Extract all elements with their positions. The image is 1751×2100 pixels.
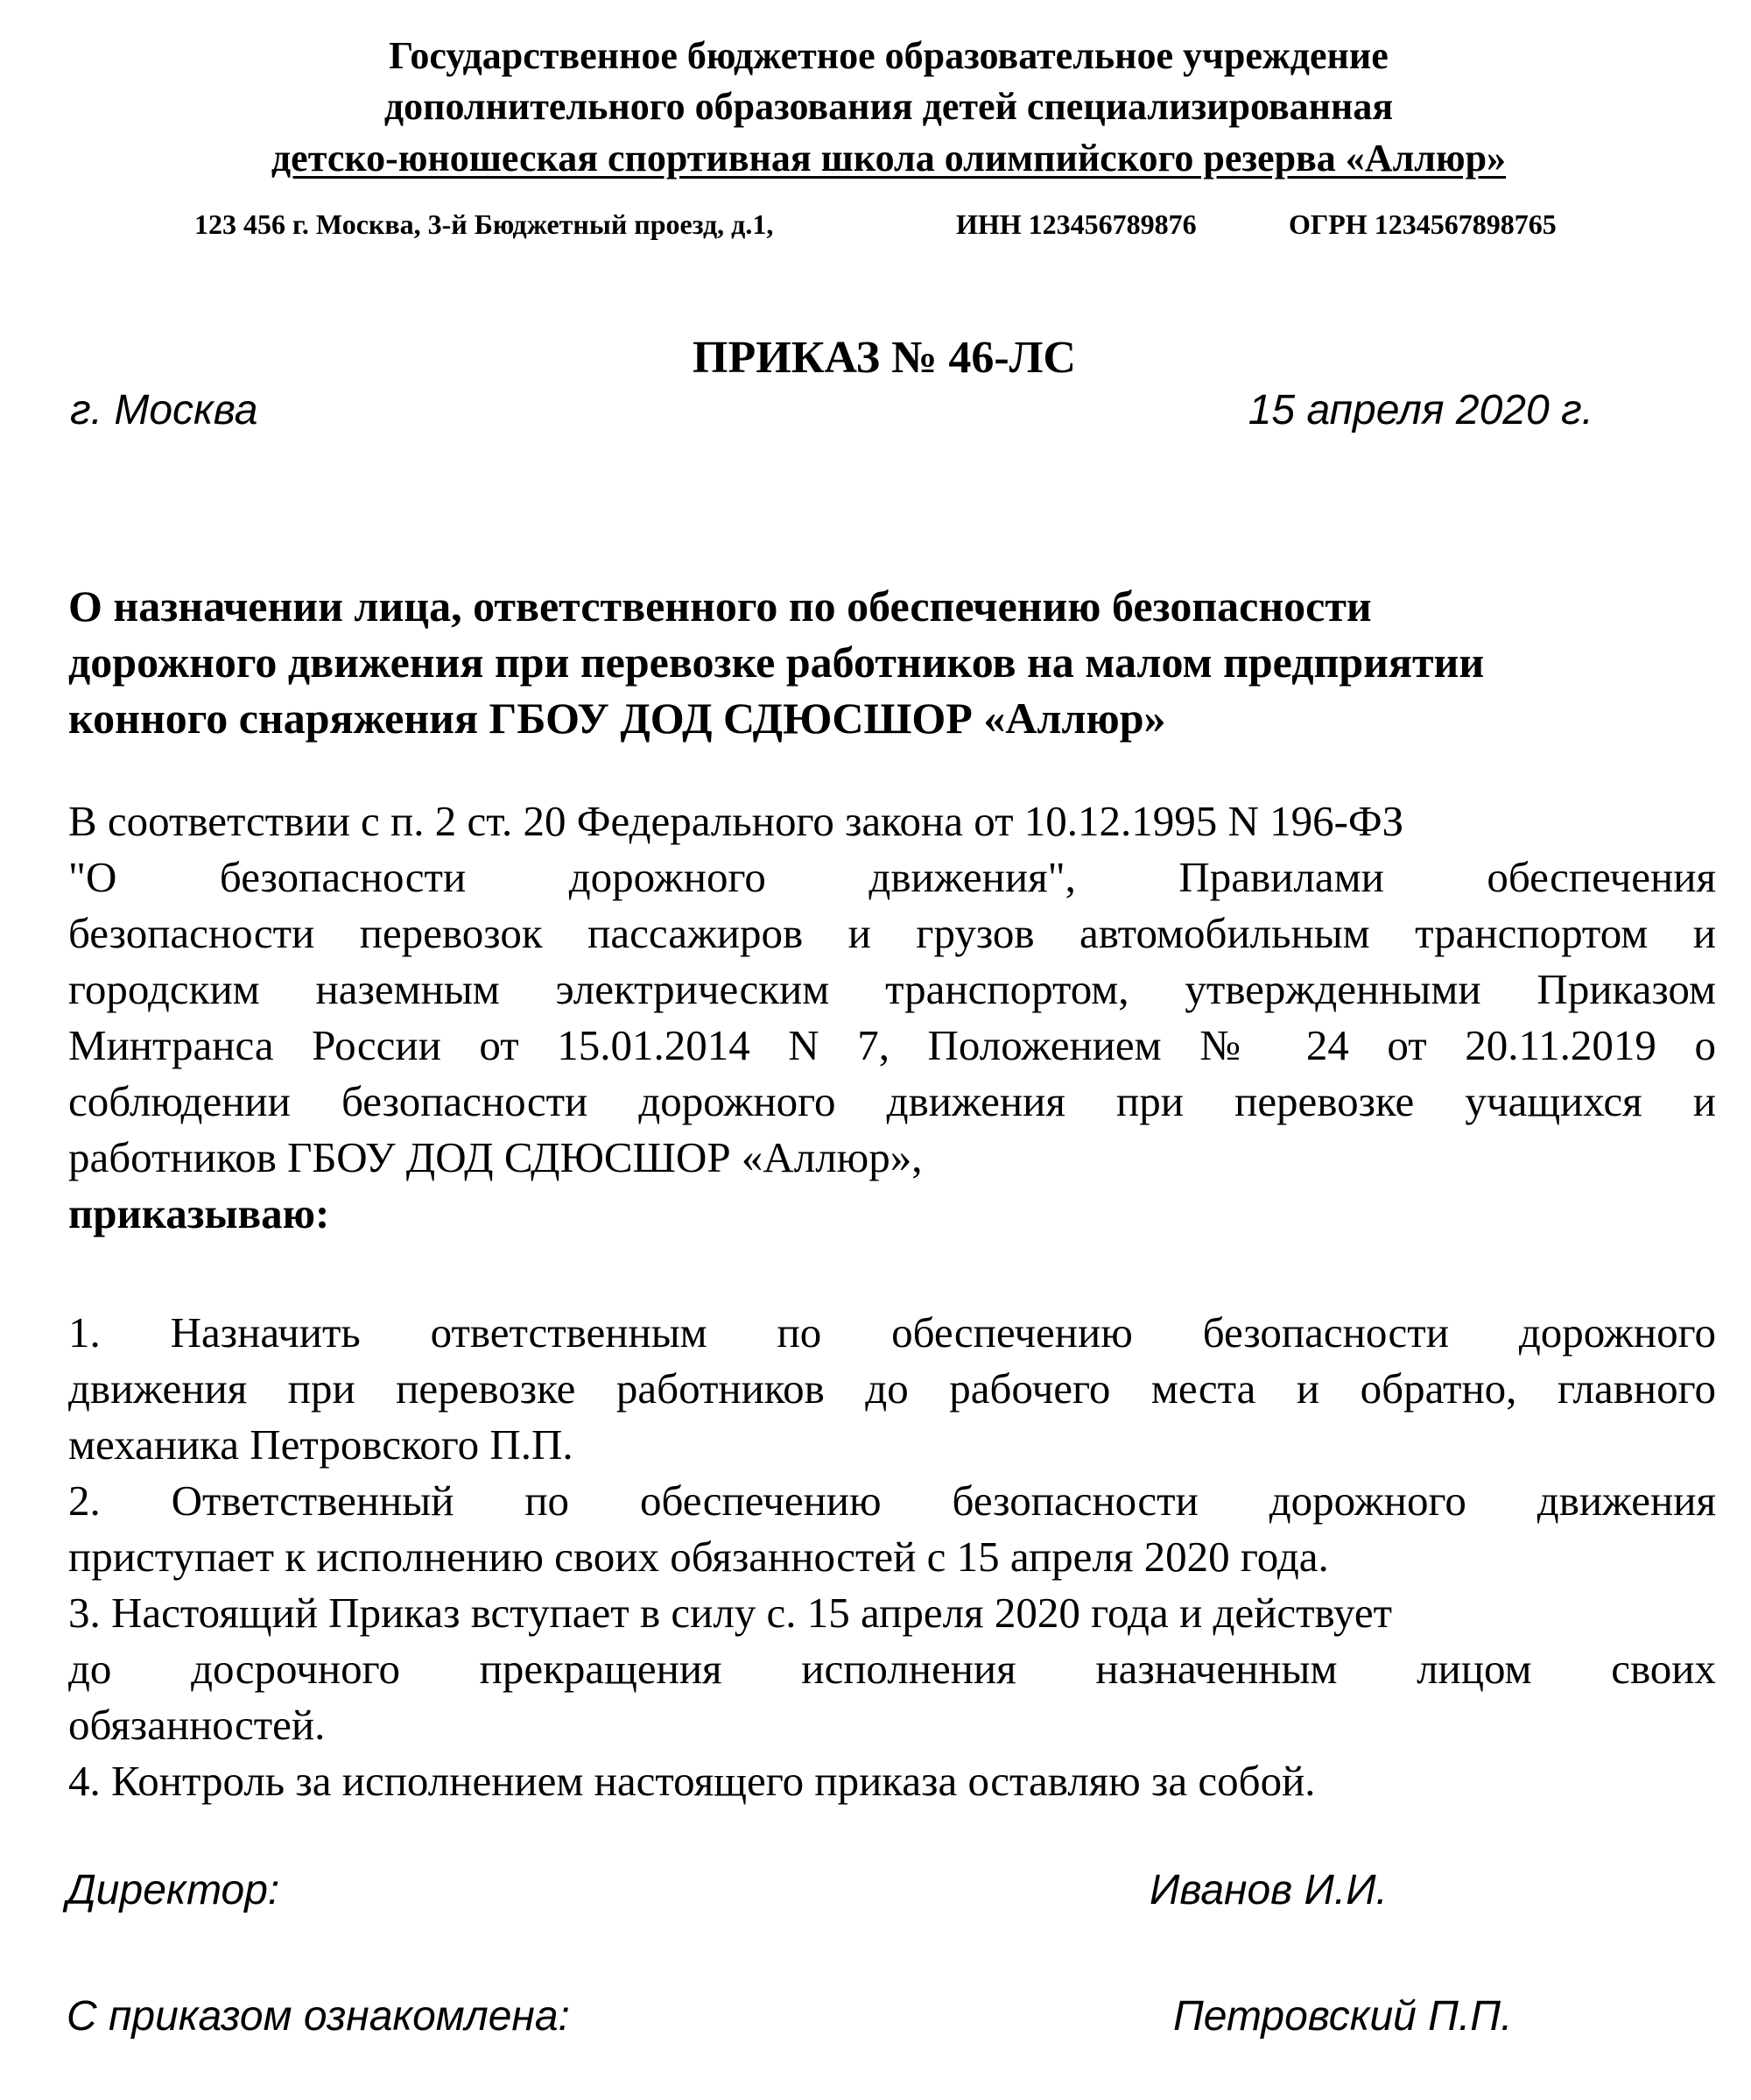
item-1-line-1: 1. Назначить ответственным по обеспечению безопасности дорожного xyxy=(68,1308,1716,1357)
org-name-line-1: Государственное бюджетное образовательное учреждение xyxy=(389,34,1389,77)
subject-line-2: дорожного движения при перевозке работников на малом предприятии xyxy=(68,638,1485,687)
preamble-line-1: В соответствии с п. 2 ст. 20 Федерального закона от 10.12.1995 N 196-ФЗ xyxy=(68,797,1404,845)
order-title: ПРИКАЗ № 46-ЛС xyxy=(693,333,1076,383)
order-date: 15 апреля 2020 г. xyxy=(1248,387,1593,433)
preamble xyxy=(68,793,1716,1242)
preamble-line-4: городским наземным электрическим транспортом, утвержденными Приказом xyxy=(68,965,1716,1013)
org-name-line-3 xyxy=(13,136,1751,181)
order-items xyxy=(68,1305,1716,1809)
preamble-line-7: работников ГБОУ ДОД СДЮСШОР «Аллюр», xyxy=(68,1133,923,1181)
preamble-line-5: Минтранса России от 15.01.2014 N 7, Положением № 24 от 20.11.2019 о xyxy=(68,1021,1716,1069)
item-3-line-2: до досрочного прекращения исполнения назначенным лицом своих xyxy=(68,1645,1716,1693)
preamble-line-2: "О безопасности дорожного движения", Правилами обеспечения xyxy=(68,853,1716,901)
preamble-line-6: соблюдении безопасности дорожного движения при перевозке учащихся и xyxy=(68,1077,1716,1125)
item-3-line-1: 3. Настоящий Приказ вступает в силу с. 15 апреля 2020 года и действует xyxy=(68,1589,1392,1637)
item-1-line-3: механика Петровского П.П. xyxy=(68,1420,573,1469)
item-3-line-3: обязанностей. xyxy=(68,1701,326,1749)
preamble-line-3: безопасности перевозок пассажиров и грузов автомобильным транспортом и xyxy=(68,909,1716,957)
item-4-line-1: 4. Контроль за исполнением настоящего приказа оставляю за собой. xyxy=(68,1757,1316,1805)
org-name-line-2: дополнительного образования детей специализированная xyxy=(383,85,1394,128)
directive: приказываю: xyxy=(68,1189,330,1237)
order-city: г. Москва xyxy=(70,387,258,433)
org-name-line-3-text: детско-юношеская спортивная школа олимпийского резерва «Аллюр» xyxy=(271,137,1507,180)
org-address: 123 456 г. Москва, 3-й Бюджетный проезд, д.1, xyxy=(194,208,774,240)
acknowledgement-name: Петровский П.П. xyxy=(1173,1993,1513,2040)
order-subject xyxy=(68,578,1688,746)
org-ogrn: ОГРН 1234567898765 xyxy=(1289,208,1557,240)
subject-line-1: О назначении лица, ответственного по обеспечению безопасности xyxy=(68,581,1372,631)
director-name: Иванов И.И. xyxy=(1150,1867,1388,1913)
item-2-line-2: приступает к исполнению своих обязанностей с 15 апреля 2020 года. xyxy=(68,1533,1329,1581)
org-inn: ИНН 123456789876 xyxy=(956,208,1197,240)
item-1-line-2: движения при перевозке работников до рабочего места и обратно, главного xyxy=(68,1364,1716,1413)
subject-line-3: конного снаряжения ГБОУ ДОД СДЮСШОР «Аллюр» xyxy=(68,694,1166,743)
acknowledgement-label: С приказом ознакомлена: xyxy=(67,1993,570,2040)
item-2-line-1: 2. Ответственный по обеспечению безопасности дорожного движения xyxy=(68,1476,1716,1525)
director-label: Директор: xyxy=(67,1867,280,1913)
